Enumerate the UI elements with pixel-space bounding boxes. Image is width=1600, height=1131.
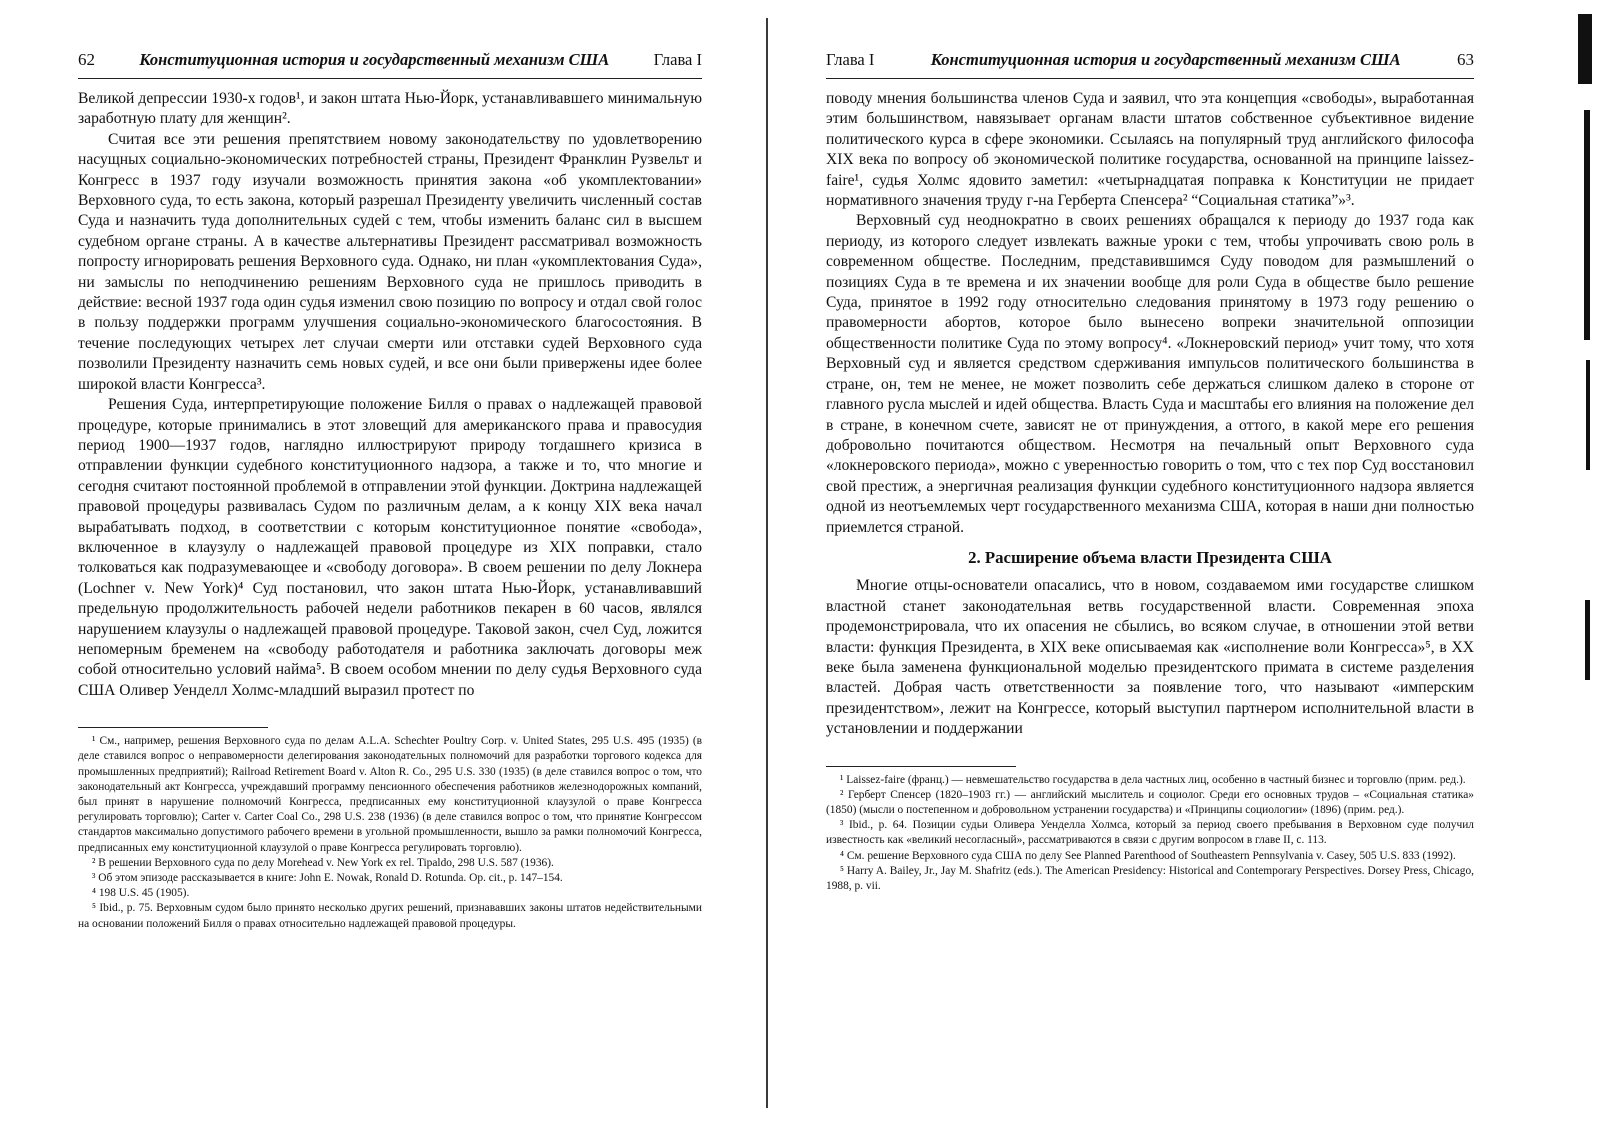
- footnote: ¹ См., например, решения Верховного суда по делам A.L.A. Schechter Poultry Corp. v. United States, 295 U.S. 495 (1935) (в деле ставился вопрос о неправомерности делегирования законодательных полномочий для разработки торгового кодекса для промышленных предприятий); Railroad Retirement Board v. Alton R. Co., 295 U.S. 330 (1935) (в деле ставился вопрос о том, что законодательный акт Конгресса, учреждавший программу пенсионного обеспечения работников железнодорожных компаний, был принят в нарушение полномочий Конгресса, предписанных ему конституционной клаузулой о праве Конгресса регулировать торговлю); Carter v. Carter Coal Co., 298 U.S. 238 (1936) (в деле ставился вопрос о том, что принятие Конгрессом стандартов максимально допустимого рабочего времени в угольной промышленности, вышло за рамки полномочий Конгресса, предписанных ему конституционной клаузулой о праве Конгресса регулировать торговлю).: [78, 735, 702, 854]
- left-paragraph: Считая все эти решения препятствием новому законодательству по удовлетворению насущных социально-экономических потребностей страны, Президент Франклин Рузвельт и Конгресс в 1937 году изучали возможность принятия закона «об укомплектовании» Верховного суда, то есть закона, который разрешал Президенту увеличить численный состав Суда и назначить туда дополнительных судей с тем, чтобы изменить баланс сил в высшем судебном органе страны. А в качестве альтернативы Президент рассматривал возможность попросту игнорировать решения Верховного суда. Однако, ни план «укомплектования Суда», ни замыслы по неподчинению решениям Верховного суда не пришлось приводить в действие: весной 1937 года один судья изменил свою позицию по вопросу и отдал свой голос в пользу поддержки программ улучшения социально-экономического благосостояния. В течение последующих четырех лет случаи смерти или отставки судей Верховного суда позволили Президенту назначить семь новых судей, и все они были привержены идее более широкой власти Конгресса³.: [78, 130, 702, 393]
- left-running-header: [78, 42, 702, 79]
- scan-edge-artifact: [1572, 0, 1600, 1131]
- right-paragraph: Верховный суд неоднократно в своих решениях обращался к периоду до 1937 года как периоду, из которого следует извлекать важные уроки с тем, чтобы упрочивать свою роль в современном обществе. Последним, представившимся Суду поводом для размышлений о позициях Суда в те времена и их значении вообще для роли Суда в обществе было решение Суда, принятое в 1992 году относительно следования принятому в 1973 году решению о правомерности абортов, которое было вынесено вопреки значительной оппозиции общественности политике Суда по этому вопросу⁴. «Локнеровский период» учит тому, что хотя Верховный суд и является средством сдерживания импульсов политического большинства в стране, он, тем не менее, не может позволить себе держаться слишком далеко в стороне от главного русла мыслей и идей общества. Власть Суда и масштабы его влияния на положение дел в стране, в конечном счете, зависят не от принуждения, а оттого, в какой мере его решения добровольно почитаются обществом. Несмотря на печальный опыт Верховного суда «локнеровского периода», можно с уверенностью говорить о том, что с тех пор Суд восстановил свой престиж, а энергичная реализация функции судебного конституционного надзора является одной из неотъемлемых черт государственного механизма США, которая в наши дни полностью приемлется страной.: [826, 212, 1474, 536]
- right-paragraph: поводу мнения большинства членов Суда и заявил, что эта концепция «свободы», выработанная этим большинством, навязывает органам власти штатов собственное субъективное видение политического курса в сфере экономики. Ссылаясь на популярный труд английского философа XIX века по вопросу об экономической политике государства, основанной на принципе laissez-faire¹, судья Холмс ядовито заметил: «четырнадцатая поправка к Конституции не придает нормативного значения труду г-на Герберта Спенсера² “Социальная статика”»³.: [826, 90, 1474, 210]
- left-page-number: 62: [78, 50, 95, 69]
- right-page-number: 63: [1456, 50, 1474, 69]
- footnote: ¹ Laissez-faire (франц.) — невмешательство государства в дела частных лиц, особенно в частный бизнес и торговлю (прим. ред.).: [840, 773, 1466, 786]
- footnote: ⁵ Harry A. Bailey, Jr., Jay M. Shafritz (eds.). The American Presidency: Historical and Contemporary Perspectives. Dorsey Press, Chicago, 1988, p. vii.: [826, 864, 1474, 893]
- left-body-text: [78, 89, 702, 701]
- footnote: ⁴ 198 U.S. 45 (1905).: [92, 887, 190, 900]
- right-chapter-label: Глава I: [826, 50, 875, 69]
- left-running-title: Конституционная история и государственный механизм США: [139, 50, 610, 69]
- right-footnotes: [826, 773, 1474, 895]
- left-footnote-rule: [78, 727, 268, 728]
- right-running-title: Конституционная история и государственный механизм США: [930, 50, 1401, 69]
- right-running-header: [826, 42, 1474, 79]
- left-footnotes: [78, 734, 702, 932]
- section-heading: 2. Расширение объема власти Президента США: [968, 547, 1332, 567]
- footnote: ² В решении Верховного суда по делу Morehead v. New York ex rel. Tipaldo, 298 U.S. 587 (1936).: [92, 856, 554, 869]
- left-page: [0, 0, 768, 1131]
- left-chapter-label: Глава I: [653, 50, 702, 69]
- footnote: ² Герберт Спенсер (1820–1903 гг.) — английский мыслитель и социолог. Среди его основных трудов – «Социальная статика» (1850) (мысли о постепенном и добровольном устранении государства) и «Принципы социологии» (1896) (прим. ред.).: [826, 788, 1474, 816]
- footnote: ⁵ Ibid., p. 75. Верховным судом было принято несколько других решений, признававших законы штатов недействительными на основании положений Билля о правах относительно надлежащей правовой процедуры.: [78, 902, 702, 930]
- right-footnote-rule: [826, 766, 1016, 767]
- footnote: ³ Об этом эпизоде рассказывается в книге: John E. Nowak, Ronald D. Rotunda. Op. cit., p. 147–154.: [92, 872, 563, 885]
- right-page: [770, 0, 1570, 1131]
- left-paragraph: Великой депрессии 1930-х годов¹, и закон штата Нью-Йорк, устанавливавшего минимальную заработную плату для женщин².: [78, 90, 702, 128]
- footnote: ⁴ См. решение Верховного суда США по делу See Planned Parenthood of Southeastern Pennsylvania v. Casey, 505 U.S. 833 (1992).: [840, 849, 1456, 862]
- left-paragraph: Решения Суда, интерпретирующие положение Билля о правах о надлежащей правовой процедуре, которые принимались в этот зловещий для американского права и правосудия период 1900—1937 годов, наглядно иллюстрируют природу тогдашнего кризиса в отправлении функции судебного конституционного надзора, а также и то, что многие и сегодня считают постоянной проблемой в отправлении этой функции. Доктрина надлежащей правовой процедуры развивалась Судом по различным делам, а к концу XIX века начал вырабатывать подход, в соответствии с которым конституционное понятие «свобода», включенное в клаузулу о надлежащей правовой процедуре из XIX поправки, стало толковаться как подразумевающее и «свободу договора». В своем решении по делу Локнера (Lochner v. New York)⁴ Суд постановил, что закон штата Нью-Йорк, устанавливавший предельную продолжительность рабочей недели работников пекарен в 60 часов, являлся нарушением клаузулы о надлежащей правовой процедуре. Таковой закон, счел Суд, ложится непомерным бременем на «свободу работодателя и работника заключать договоры меж собой относительно условий найма⁵. В своем особом мнении по делу судья Верховного суда США Оливер Уенделл Холмс-младший выразил протест по: [78, 396, 702, 699]
- right-paragraph: Многие отцы-основатели опасались, что в новом, создаваемом ими государстве слишком властной станет законодательная ветвь государственной власти. Современная эпоха продемонстрировала, что их опасения не сбылись, во всяком случае, в отношении этой ветви власти: функция Президента, в XIX веке описываемая как «исполнение воли Конгресса»⁵, в XX веке была заменена функциональной моделью президентского примата в системе разделения властей. Добрая часть ответственности за появление того, что называют «имперским президентством», лежит на Конгрессе, который выступил партнером исполнительной власти в установлении и поддержании: [826, 577, 1474, 738]
- right-body-text: [826, 89, 1474, 740]
- footnote: ³ Ibid., p. 64. Позиции судьи Оливера Уенделла Холмса, который за период своего пребывания в Верховном суде получил известность как «великий несогласный», рассматриваются в связи с другим вопросом в главе II, с. 113.: [826, 819, 1474, 847]
